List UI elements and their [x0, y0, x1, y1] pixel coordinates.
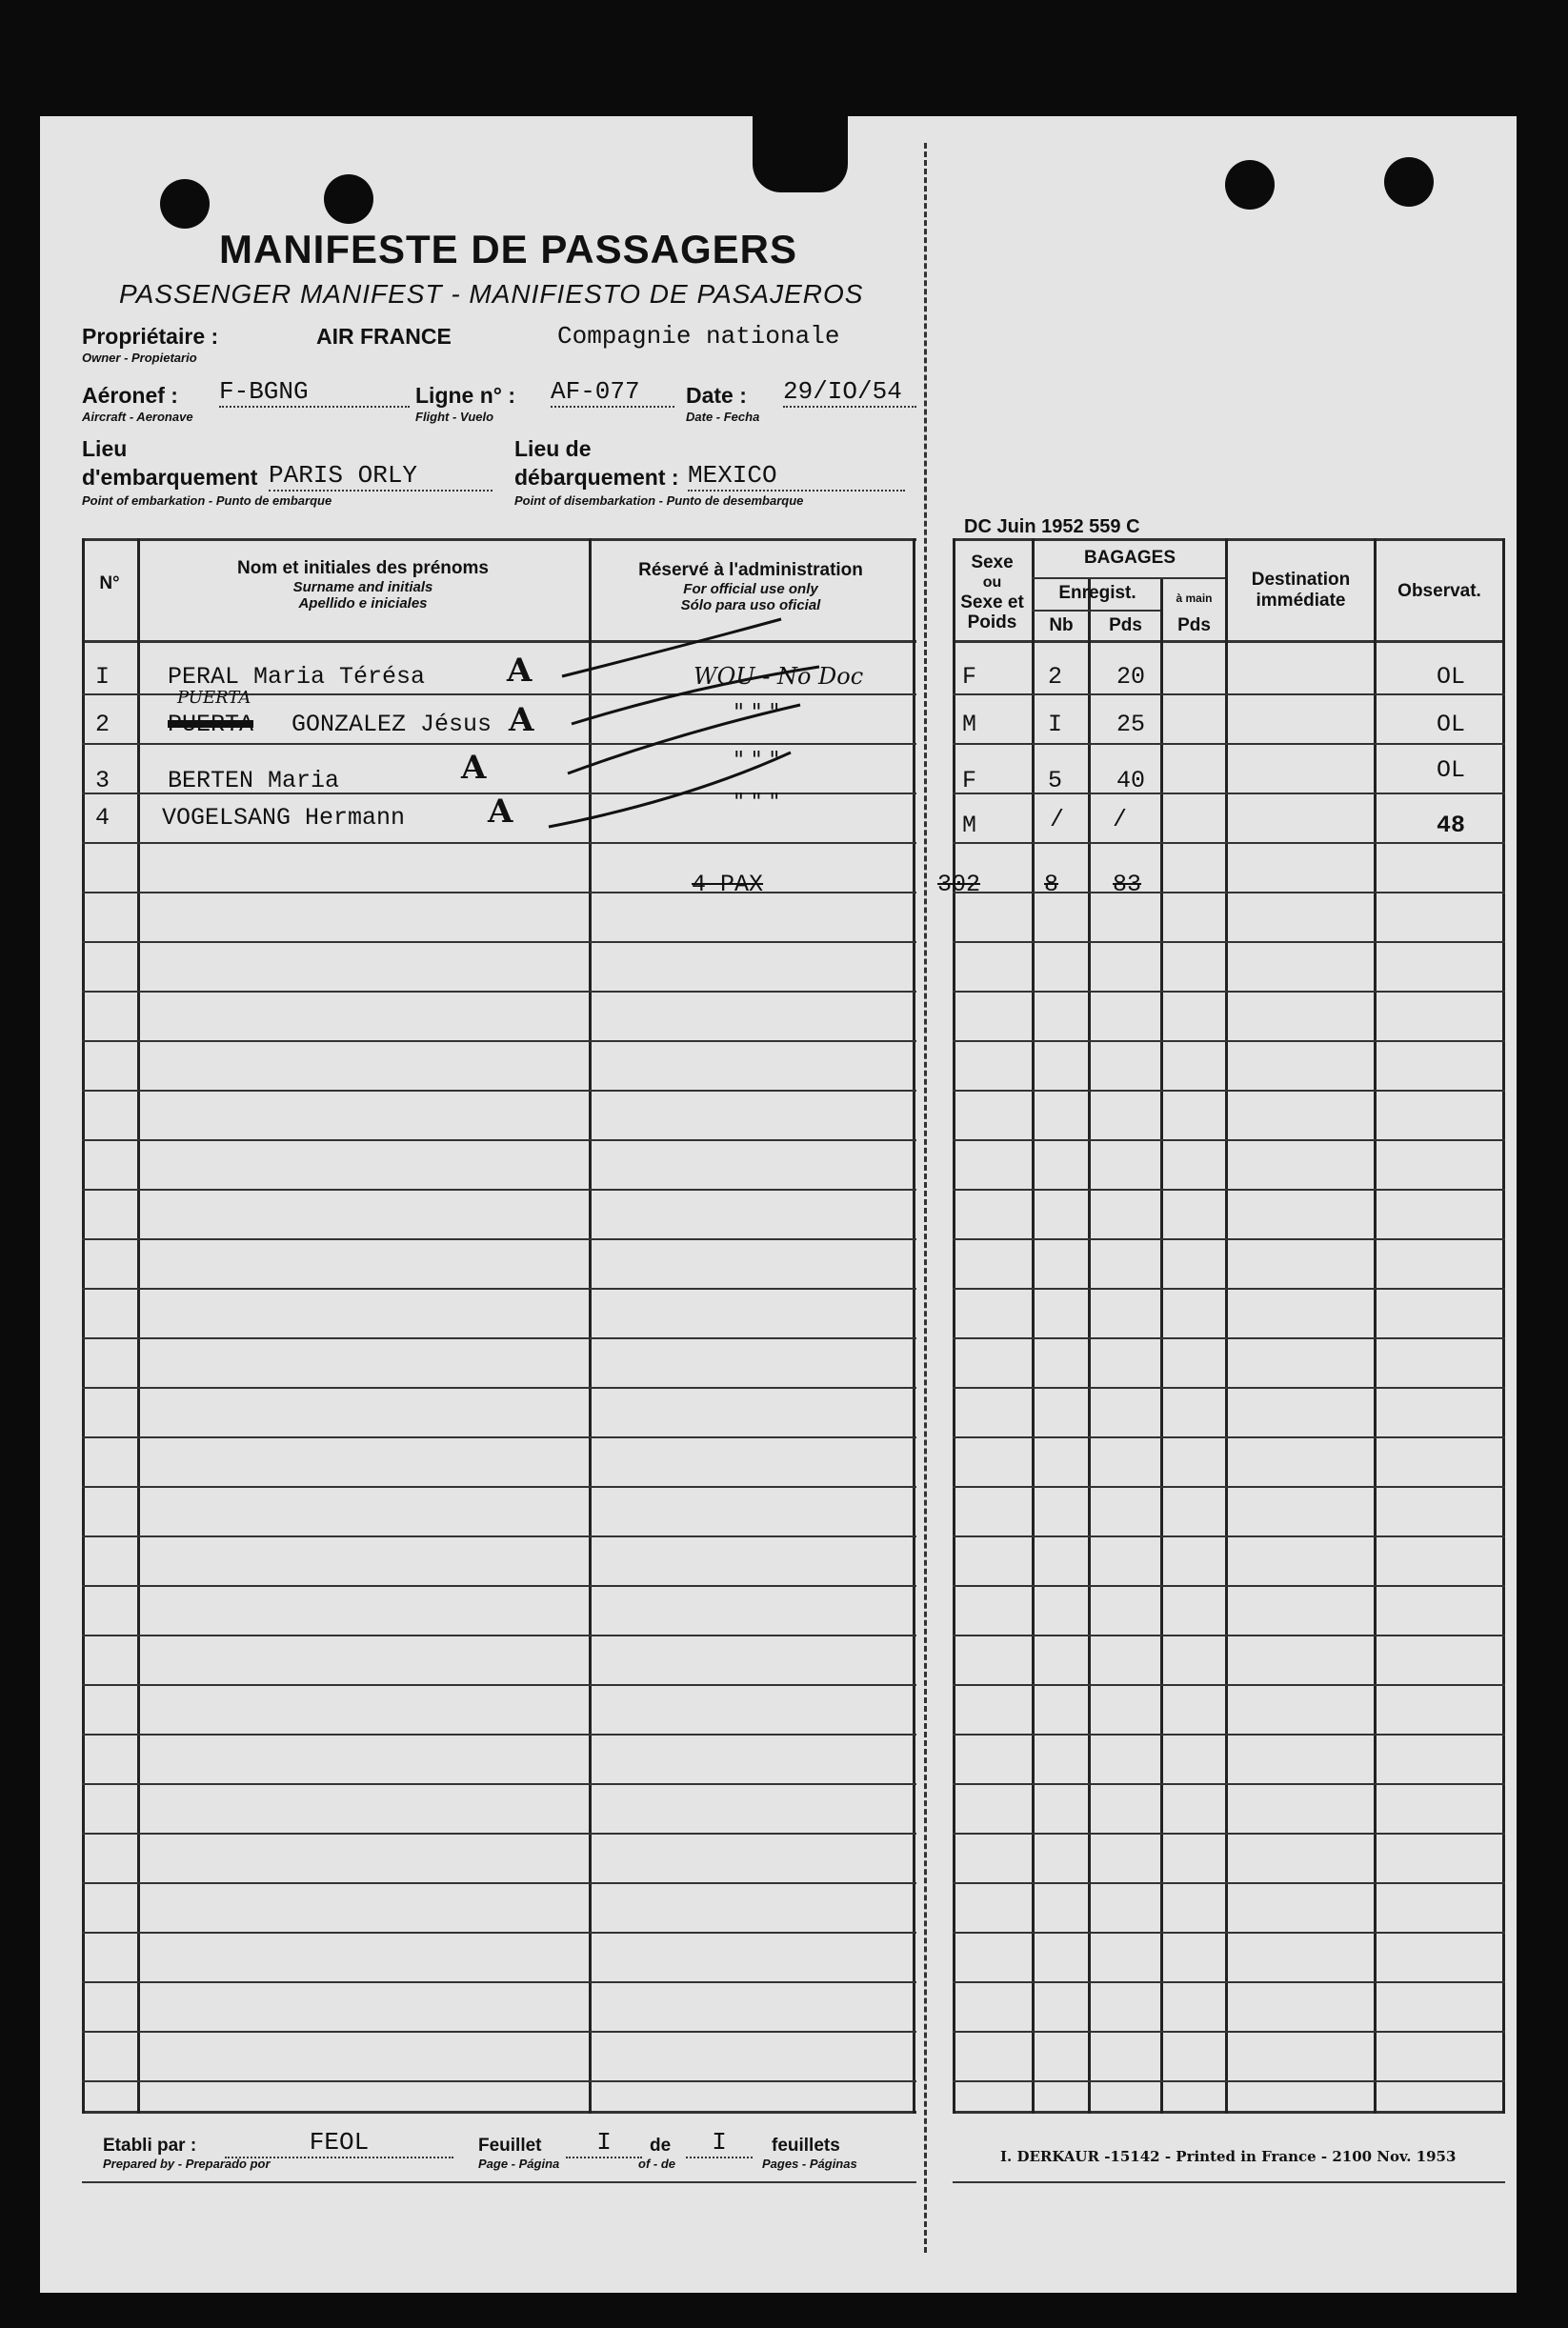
baggage-nb: / [1050, 806, 1065, 833]
table-top-rule [953, 538, 1505, 541]
column-rule [1374, 538, 1377, 2114]
passenger-name: BERTEN Maria [168, 767, 340, 794]
sheet-label: Feuillet [478, 2136, 542, 2156]
row-rule [82, 1288, 916, 1290]
baggage-header-rule [1032, 577, 1225, 579]
header-sex-4: Poids [967, 612, 1017, 632]
row-rule [953, 1436, 1505, 1438]
passenger-no: 4 [95, 804, 111, 832]
row-rule [953, 1734, 1505, 1736]
date-label: Date : [686, 383, 747, 408]
row-rule [82, 1882, 916, 1884]
page-title: MANIFESTE DE PASSAGERS [219, 227, 797, 271]
row-rule [953, 1635, 1505, 1636]
embarkation-sublabel: Point of embarkation - Punto de embarque [82, 493, 332, 508]
table-top-rule [82, 538, 916, 541]
passenger-mark: A [461, 749, 487, 787]
header-destination-2: immédiate [1256, 591, 1346, 611]
observation: OL [1437, 756, 1466, 784]
punch-hole [1384, 157, 1434, 207]
row-rule [82, 1090, 916, 1092]
row-rule [953, 693, 1505, 695]
header-sex-3: Sexe et [960, 592, 1024, 612]
column-rule [137, 538, 140, 2114]
header-registered: Enregist. [1058, 583, 1136, 603]
owner-sublabel: Owner - Propietario [82, 351, 197, 365]
row-rule [82, 1585, 916, 1587]
header-hand-pds: Pds [1177, 615, 1211, 635]
total-pax: 4 PAX [692, 871, 764, 898]
table-bottom-rule [82, 2111, 916, 2114]
passenger-sex: M [962, 711, 977, 738]
row-rule [82, 991, 916, 993]
row-rule [82, 1486, 916, 1488]
row-rule [82, 1783, 916, 1785]
page-subtitle: PASSENGER MANIFEST - MANIFIESTO DE PASAJEROS [119, 279, 864, 309]
header-name-en: Surname and initials [292, 579, 433, 595]
column-rule [1502, 538, 1505, 2114]
passenger-sex: F [962, 767, 977, 794]
row-rule [953, 1833, 1505, 1835]
of-sublabel: of - de [638, 2157, 675, 2171]
passenger-mark: A [507, 652, 533, 690]
header-reserved: Réservé à l'administration [638, 560, 863, 580]
row-rule [953, 1585, 1505, 1587]
passenger-name: PERAL Maria Térésa [168, 663, 426, 691]
row-rule [953, 2031, 1505, 2033]
pages-label: feuillets [772, 2136, 840, 2156]
footer-rule [82, 2181, 916, 2183]
prepared-label: Etabli par : [103, 2136, 197, 2156]
disembarkation-sublabel: Point of disembarkation - Punto de desembarque [514, 493, 804, 508]
total-nb: 8 [1044, 871, 1059, 898]
row-rule [82, 1436, 916, 1438]
owner-value: AIR FRANCE [316, 324, 452, 349]
table-header-rule [953, 640, 1505, 643]
total-weight: 302 [937, 871, 981, 898]
reserved-note: " " " [734, 789, 780, 815]
row-rule [953, 1981, 1505, 1983]
baggage-pds: 25 [1116, 711, 1146, 738]
row-rule [82, 842, 916, 844]
embarkation-value: PARIS ORLY [269, 461, 493, 492]
row-rule [953, 1139, 1505, 1141]
punch-hole [324, 174, 373, 224]
baggage-pds: 20 [1116, 663, 1146, 691]
passenger-name: GONZALEZ Jésus [291, 711, 493, 738]
date-value: 29/IO/54 [783, 377, 916, 408]
total-pds: 83 [1113, 871, 1142, 898]
observation: 48 [1437, 812, 1466, 839]
row-rule [82, 1337, 916, 1339]
baggage-nb: I [1048, 711, 1063, 738]
flight-sublabel: Flight - Vuelo [415, 410, 494, 424]
punch-hole [160, 179, 210, 229]
header-nb: Nb [1049, 615, 1074, 635]
column-rule [953, 538, 955, 2114]
baggage-nb: 5 [1048, 767, 1063, 794]
row-rule [82, 1040, 916, 1042]
row-rule [82, 2031, 916, 2033]
row-rule [953, 941, 1505, 943]
reserved-note: " " " [734, 699, 780, 726]
header-no: N° [99, 573, 120, 593]
registered-header-rule [1032, 610, 1160, 612]
form-code: DC Juin 1952 559 C [964, 516, 1140, 537]
baggage-pds: 40 [1116, 767, 1146, 794]
flight-label: Ligne n° : [415, 383, 516, 408]
paper-tear [753, 116, 848, 192]
prepared-sublabel: Prepared by - Preparado por [103, 2157, 271, 2171]
printer-imprint: I. DERKAUR -15142 - Printed in France - 2100 Nov. 1953 [1000, 2148, 1457, 2165]
punch-hole [1225, 160, 1275, 210]
passenger-name: VOGELSANG Hermann [162, 804, 406, 832]
row-rule [953, 1040, 1505, 1042]
embarkation-label-2: d'embarquement [82, 465, 258, 490]
column-rule [1032, 538, 1035, 2114]
footer-rule [953, 2181, 1505, 2183]
header-reserved-es: Sólo para uso oficial [680, 597, 821, 613]
passenger-mark: A [488, 793, 513, 831]
column-rule [1225, 538, 1228, 2114]
row-rule [82, 1734, 916, 1736]
header-pds: Pds [1109, 615, 1142, 635]
row-rule [953, 793, 1505, 794]
header-sex-1: Sexe [971, 552, 1014, 572]
of-label: de [650, 2136, 672, 2156]
header-destination-1: Destination [1251, 570, 1351, 590]
sheet-value: I [566, 2128, 642, 2158]
row-rule [82, 1684, 916, 1686]
aircraft-label: Aéronef : [82, 383, 178, 408]
aircraft-value: F-BGNG [219, 377, 410, 408]
row-rule [953, 1783, 1505, 1785]
row-rule [82, 892, 916, 893]
embarkation-label-1: Lieu [82, 436, 128, 461]
header-name: Nom et initiales des prénoms [237, 558, 489, 578]
reserved-note: WOU - No Doc [694, 663, 864, 690]
row-rule [953, 1090, 1505, 1092]
row-rule [82, 1833, 916, 1835]
row-rule [953, 1238, 1505, 1240]
observation: OL [1437, 663, 1466, 691]
pen-strokes [533, 610, 934, 838]
disembarkation-label-1: Lieu de [514, 436, 592, 461]
row-rule [82, 1535, 916, 1537]
row-rule [82, 1387, 916, 1389]
header-baggage: BAGAGES [1083, 548, 1176, 568]
row-rule [953, 842, 1505, 844]
header-hand: à main [1176, 592, 1213, 605]
owner-label: Propriétaire : [82, 324, 219, 349]
row-rule [953, 991, 1505, 993]
row-rule [82, 1189, 916, 1191]
passenger-no: 3 [95, 767, 111, 794]
disembarkation-value: MEXICO [688, 461, 905, 492]
sheet-sublabel: Page - Página [478, 2157, 560, 2171]
struck-name: PUERTA [168, 711, 254, 738]
row-rule [953, 743, 1505, 745]
name-correction: PUERTA [177, 688, 251, 708]
baggage-pds: / [1113, 806, 1128, 833]
row-rule [82, 2080, 916, 2082]
of-value: I [686, 2128, 753, 2158]
reserved-note: " " " [734, 747, 780, 773]
row-rule [82, 1635, 916, 1636]
row-rule [82, 1932, 916, 1934]
pages-sublabel: Pages - Páginas [762, 2157, 857, 2171]
row-rule [953, 2080, 1505, 2082]
passenger-sex: M [962, 812, 977, 839]
row-rule [82, 1139, 916, 1141]
date-sublabel: Date - Fecha [686, 410, 760, 424]
row-rule [953, 1684, 1505, 1686]
passenger-no: I [95, 663, 111, 691]
manifest-sheet [40, 116, 1517, 2293]
header-name-es: Apellido e iniciales [298, 595, 428, 612]
row-rule [953, 1387, 1505, 1389]
header-sex-2: ou [982, 574, 1002, 591]
flight-value: AF-077 [551, 377, 674, 408]
row-rule [953, 1535, 1505, 1537]
row-rule [953, 1882, 1505, 1884]
aircraft-sublabel: Aircraft - Aeronave [82, 410, 193, 424]
passenger-sex: F [962, 663, 977, 691]
company-value: Compagnie nationale [557, 322, 840, 351]
row-rule [82, 1981, 916, 1983]
disembarkation-label-2: débarquement : [514, 465, 679, 490]
header-observations: Observat. [1397, 581, 1481, 601]
column-rule [82, 538, 85, 2114]
observation: OL [1437, 711, 1466, 738]
row-rule [82, 1238, 916, 1240]
perforation-line [924, 143, 927, 2253]
row-rule [953, 1337, 1505, 1339]
row-rule [953, 892, 1505, 893]
baggage-nb: 2 [1048, 663, 1063, 691]
passenger-no: 2 [95, 711, 111, 738]
row-rule [953, 1288, 1505, 1290]
header-reserved-en: For official use only [683, 581, 818, 597]
prepared-value: FEOL [225, 2128, 453, 2158]
row-rule [953, 1932, 1505, 1934]
table-bottom-rule [953, 2111, 1505, 2114]
passenger-mark: A [509, 701, 534, 739]
row-rule [953, 1189, 1505, 1191]
row-rule [953, 1486, 1505, 1488]
row-rule [82, 941, 916, 943]
